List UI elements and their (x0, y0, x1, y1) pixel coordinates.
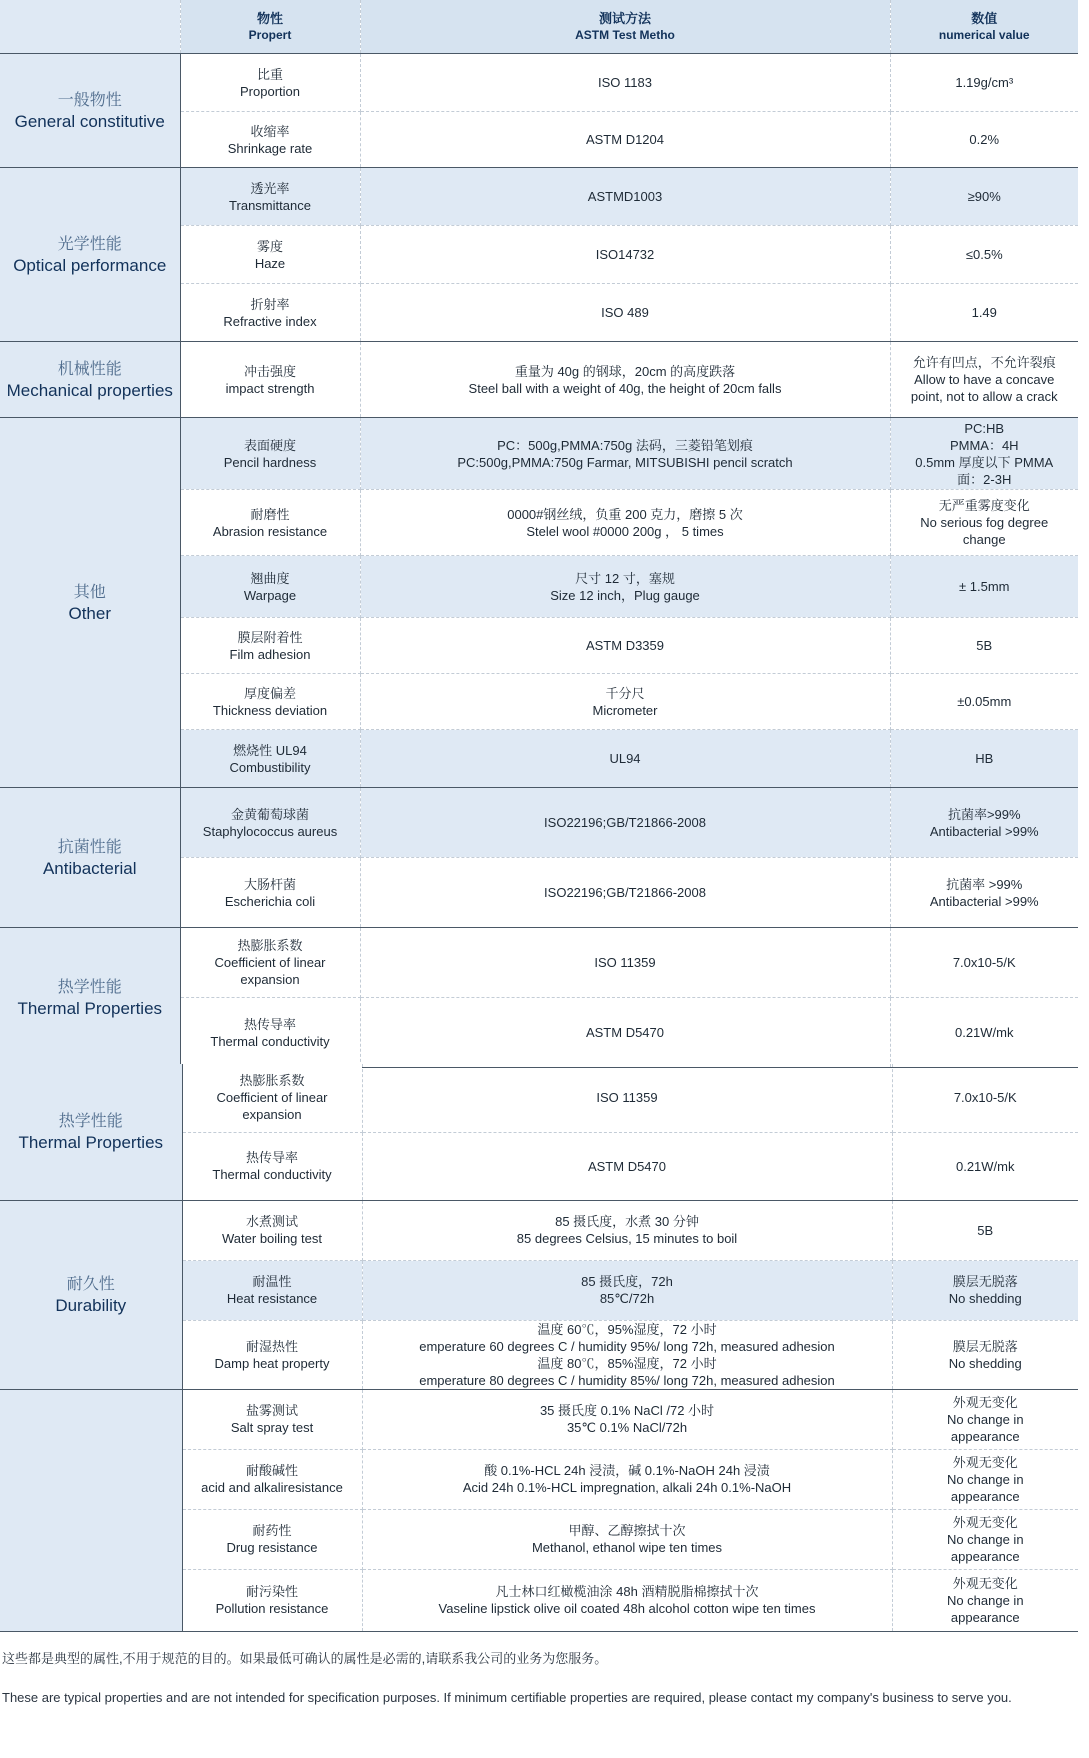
group-cell (0, 54, 180, 168)
property-name-cn: 厚度偏差 (243, 685, 296, 701)
method-cell (360, 674, 890, 730)
value-text: Antibacterial >99% (929, 823, 1039, 839)
method-text: PC:500g,PMMA:750g Farmar, MITSUBISHI pencil scratch (457, 454, 793, 470)
value-cell (890, 54, 1078, 112)
value-cell (890, 112, 1078, 168)
method-text: ISO 11359 (594, 955, 656, 970)
group-cell (0, 418, 180, 788)
header-property (0, 0, 180, 54)
value-cell (890, 226, 1078, 284)
property-name-en: impact strength (225, 380, 315, 396)
value-text: 面：2-3H (957, 471, 1012, 487)
property-name-en: Abrasion resistance (212, 523, 328, 539)
property-cell (182, 1569, 362, 1631)
header-method-cn: 测试方法 (598, 10, 651, 26)
property-cell (180, 618, 360, 674)
method-text: 温度 60℃，95%湿度，72 小时 (537, 1321, 717, 1337)
method-text: PC：500g,PMMA:750g 法码，三菱铅笔划痕 (497, 437, 753, 453)
property-name-en: Escherichia coli (224, 893, 316, 909)
value-text: 0.2% (969, 132, 1000, 147)
value-text: 允许有凹点，不允许裂痕 (912, 355, 1056, 370)
method-text: 85 摄氏度，水煮 30 分钟 (555, 1214, 699, 1229)
method-cell (362, 1260, 892, 1320)
value-cell (892, 1132, 1078, 1200)
table-row (0, 1200, 1078, 1260)
property-cell (180, 490, 360, 556)
value-text: 0.21W/mk (954, 1025, 1014, 1040)
method-text: Stelel wool #0000 200g ， 5 times (526, 523, 724, 539)
property-name-en: Combustibility (229, 759, 311, 775)
value-text: ≤0.5% (965, 247, 1003, 262)
property-name-cn: 耐污染性 (245, 1584, 298, 1599)
property-name-cn: 比重 (256, 66, 283, 82)
group-label-cn: 机械性能 (57, 359, 122, 378)
method-text: Vaseline lipstick olive oil coated 48h alcohol cotton wipe ten times (438, 1601, 816, 1616)
group-label-en: Thermal Properties (17, 999, 163, 1018)
value-text: appearance (950, 1428, 1020, 1444)
value-text: No shedding (948, 1355, 1022, 1371)
property-name-en: Thickness deviation (212, 702, 328, 718)
method-text: Micrometer (592, 702, 658, 718)
header-value (890, 0, 1078, 54)
method-text: 温度 80℃，85%湿度，72 小时 (537, 1355, 717, 1371)
group-cell (0, 928, 180, 1068)
method-text: 85 摄氏度，72h (581, 1274, 673, 1289)
property-name-en: Salt spray test (230, 1420, 314, 1435)
group-label-en: Thermal Properties (18, 1133, 164, 1153)
property-name-cn: 表面硬度 (243, 437, 296, 453)
group-label-cn: 抗菌性能 (57, 837, 122, 856)
property-name-en: Damp heat property (214, 1355, 330, 1371)
group-cell (0, 788, 180, 928)
method-cell (362, 1509, 892, 1569)
property-name-cn: 膜层附着性 (237, 629, 303, 645)
method-text: UL94 (609, 751, 641, 766)
property-cell (180, 284, 360, 342)
method-cell (360, 928, 890, 998)
value-cell (892, 1260, 1078, 1320)
property-cell (182, 1509, 362, 1569)
value-cell (890, 788, 1078, 858)
property-cell (182, 1200, 362, 1260)
value-cell (892, 1569, 1078, 1631)
value-text: Allow to have a concave (914, 372, 1055, 387)
method-cell (360, 168, 890, 226)
value-text: 无严重雾度变化 (938, 498, 1030, 513)
method-text: emperature 80 degrees C / humidity 85%/ long 72h, measured adhesion (419, 1372, 835, 1388)
method-text: 千分尺 (605, 685, 645, 701)
method-text: ISO14732 (595, 247, 655, 262)
property-name-cn: 大肠杆菌 (243, 876, 296, 892)
property-name-cn: 收缩率 (250, 123, 290, 139)
method-text: Size 12 inch，Plug gauge (550, 587, 700, 603)
value-cell (890, 418, 1078, 490)
method-cell (362, 1449, 892, 1509)
value-text: No change in (946, 1531, 1024, 1547)
method-text: ISO22196;GB/T21866-2008 (544, 815, 706, 830)
method-text: 凡士林口红橄榄油涂 48h 酒精脱脂棉擦拭十次 (495, 1584, 759, 1599)
spec-table-lower (0, 1064, 1078, 1632)
table-row (0, 342, 1078, 418)
method-cell (360, 618, 890, 674)
value-text: appearance (950, 1488, 1020, 1504)
value-cell (890, 858, 1078, 928)
value-cell (892, 1389, 1078, 1449)
group-label-en: Durability (55, 1296, 127, 1315)
value-cell (890, 730, 1078, 788)
table-row (0, 788, 1078, 858)
group-label-en: General constitutive (14, 112, 165, 131)
method-text: 甲醇、乙醇擦拭十次 (568, 1523, 686, 1538)
property-name-cn: 金黄葡萄球菌 (230, 806, 309, 822)
method-cell (360, 226, 890, 284)
property-cell (180, 674, 360, 730)
property-name-cn: 热膨胀系数 (239, 1073, 305, 1089)
value-cell (892, 1509, 1078, 1569)
value-text: No change in (946, 1592, 1024, 1608)
value-text: 外观无变化 (952, 1454, 1018, 1470)
property-cell (180, 998, 360, 1068)
method-text: ASTM D3359 (585, 638, 665, 653)
footer-note-cn: 这些都是典型的属性,不用于规范的目的。如果最低可确认的属性是必需的,请联系我公司的业务为您服务。 (2, 1651, 608, 1666)
method-text: 35℃ 0.1% NaCl/72h (566, 1420, 688, 1435)
value-text: 膜层无脱落 (952, 1274, 1018, 1289)
property-name-cn: 水煮测试 (245, 1214, 298, 1229)
property-cell (180, 54, 360, 112)
property-name-en: Staphylococcus aureus (202, 823, 338, 839)
value-text: 抗菌率 >99% (946, 876, 1023, 892)
property-cell (180, 342, 360, 418)
table-row (0, 168, 1078, 226)
method-text: 0000#钢丝绒，负重 200 克力，磨擦 5 次 (507, 506, 743, 522)
header-property (180, 0, 360, 54)
value-cell (890, 618, 1078, 674)
method-cell (362, 1389, 892, 1449)
method-text: 尺寸 12 寸，塞规 (575, 570, 675, 586)
table-row (0, 418, 1078, 490)
property-name-cn: 热传导率 (245, 1150, 298, 1165)
value-cell (890, 168, 1078, 226)
method-text: Steel ball with a weight of 40g, the height of 20cm falls (468, 380, 782, 396)
property-name-cn: 耐湿热性 (245, 1338, 298, 1354)
value-text: 1.49 (971, 305, 997, 320)
property-name-cn: 热传导率 (243, 1016, 296, 1032)
group-label-cn: 光学性能 (57, 234, 122, 253)
group-label-cn: 热学性能 (57, 977, 122, 996)
group-label-en: Optical performance (13, 256, 167, 275)
property-name-cn: 翘曲度 (250, 570, 290, 586)
table-row (0, 54, 1078, 112)
property-name-en: Coefficient of linear expansion (214, 955, 326, 987)
value-cell (890, 928, 1078, 998)
value-text: 外观无变化 (952, 1394, 1018, 1410)
property-name-en: Heat resistance (226, 1291, 318, 1306)
property-cell (180, 730, 360, 788)
property-name-en: Pencil hardness (223, 454, 317, 470)
value-text: ± 1.5mm (959, 579, 1010, 594)
value-text: 5B (976, 638, 993, 653)
table-row (0, 1064, 1078, 1132)
property-cell (180, 858, 360, 928)
table-header (0, 0, 1078, 54)
property-name-cn: 燃烧性 UL94 (233, 742, 307, 758)
value-cell (890, 284, 1078, 342)
group-cell (0, 342, 180, 418)
value-text: 0.21W/mk (955, 1158, 1015, 1174)
method-text: ASTM D5470 (587, 1158, 667, 1174)
method-cell (360, 998, 890, 1068)
header-property-cn: 物性 (256, 10, 283, 26)
method-text: 85℃/72h (599, 1291, 655, 1306)
property-name-cn: 耐温性 (252, 1274, 292, 1289)
value-text: Antibacterial >99% (929, 893, 1039, 909)
property-name-en: Drug resistance (226, 1540, 318, 1555)
property-name-en: Warpage (243, 587, 297, 603)
property-name-cn: 耐药性 (252, 1523, 292, 1538)
value-cell (890, 490, 1078, 556)
header-method-en: ASTM Test Metho (575, 27, 675, 42)
value-text: 外观无变化 (952, 1514, 1018, 1530)
value-cell (892, 1064, 1078, 1132)
method-text: Acid 24h 0.1%-HCL impregnation, alkali 24h 0.1%-NaOH (462, 1480, 792, 1495)
method-cell (360, 112, 890, 168)
header-method (360, 0, 890, 54)
value-text: 外观无变化 (952, 1575, 1018, 1591)
value-text: point, not to allow a crack (910, 389, 1058, 404)
property-cell (180, 928, 360, 998)
value-text: PC:HB (964, 420, 1005, 436)
value-cell (890, 342, 1078, 418)
method-text: 酸 0.1%-HCL 24h 浸渍，碱 0.1%-NaOH 24h 浸渍 (484, 1463, 770, 1478)
property-name-en: Refractive index (223, 313, 317, 329)
footer-note-en: These are typical properties and are not intended for specification purposes. If minimum certifiable properties are required, please contact my company's business to serve you. (2, 1690, 1012, 1705)
property-cell (180, 418, 360, 490)
property-name-en: Coefficient of linear expansion (216, 1090, 328, 1123)
value-text: PMMA：4H (949, 437, 1019, 453)
method-cell (362, 1320, 892, 1389)
property-cell (182, 1132, 362, 1200)
method-text: Methanol, ethanol wipe ten times (531, 1540, 723, 1555)
group-label-cn: 耐久性 (66, 1274, 115, 1293)
method-cell (362, 1569, 892, 1631)
property-name-cn: 折射率 (250, 296, 290, 312)
value-cell (892, 1200, 1078, 1260)
value-text: appearance (950, 1609, 1020, 1625)
property-cell (182, 1064, 362, 1132)
method-cell (360, 858, 890, 928)
value-text: No shedding (948, 1291, 1022, 1306)
value-text: 5B (977, 1222, 994, 1238)
header-property-en: Propert (248, 27, 292, 42)
property-name-en: Shrinkage rate (227, 140, 313, 156)
group-cell (0, 1064, 182, 1200)
method-cell (360, 418, 890, 490)
value-text: change (962, 532, 1006, 547)
value-text: 7.0x10-5/K (953, 1090, 1017, 1106)
value-cell (890, 674, 1078, 730)
property-name-en: Film adhesion (229, 646, 311, 662)
method-cell (362, 1132, 892, 1200)
header-value-cn: 数值 (971, 10, 998, 26)
method-cell (362, 1064, 892, 1132)
method-text: ISO 11359 (596, 1090, 658, 1106)
method-cell (360, 54, 890, 112)
method-cell (360, 284, 890, 342)
method-cell (362, 1200, 892, 1260)
property-cell (182, 1320, 362, 1389)
property-name-cn: 耐磨性 (250, 506, 290, 522)
value-text: ±0.05mm (957, 694, 1012, 709)
property-name-cn: 雾度 (256, 238, 283, 254)
table-row (0, 928, 1078, 998)
property-name-en: acid and alkaliresistance (201, 1480, 343, 1495)
value-text: HB (975, 751, 994, 766)
property-cell (182, 1260, 362, 1320)
value-text: No change in (946, 1411, 1024, 1427)
property-cell (180, 788, 360, 858)
value-cell (892, 1320, 1078, 1389)
value-text: 抗菌率>99% (947, 806, 1021, 822)
property-name-en: Haze (254, 255, 286, 271)
property-name-cn: 盐雾测试 (245, 1403, 298, 1418)
property-name-en: Transmittance (229, 197, 311, 213)
method-text: ISO 489 (601, 305, 649, 320)
property-name-cn: 透光率 (250, 180, 290, 196)
property-name-cn: 冲击强度 (243, 363, 296, 379)
method-cell (360, 556, 890, 618)
value-text: ≥90% (967, 189, 1001, 204)
group-cell (0, 168, 180, 342)
property-cell (182, 1389, 362, 1449)
property-cell (180, 168, 360, 226)
property-cell (180, 112, 360, 168)
property-name-cn: 热膨胀系数 (237, 938, 303, 953)
property-name-en: Pollution resistance (215, 1601, 329, 1616)
property-cell (180, 556, 360, 618)
property-name-en: Proportion (240, 83, 300, 99)
group-cell (0, 1200, 182, 1389)
property-name-en: Water boiling test (222, 1231, 322, 1246)
header-value-en: numerical value (938, 27, 1030, 42)
group-label-en: Other (68, 604, 112, 623)
method-cell (360, 730, 890, 788)
value-cell (890, 556, 1078, 618)
method-text: ISO 1183 (598, 75, 652, 90)
value-cell (892, 1449, 1078, 1509)
value-text: appearance (950, 1548, 1020, 1564)
group-label-en: Antibacterial (42, 859, 137, 878)
method-text: 35 摄氏度 0.1% NaCl /72 小时 (539, 1403, 715, 1418)
property-cell (180, 226, 360, 284)
value-text: 1.19g/cm³ (955, 75, 1014, 90)
method-text: ASTM D5470 (585, 1025, 665, 1040)
method-cell (360, 490, 890, 556)
method-text: emperature 60 degrees C / humidity 95%/ long 72h, measured adhesion (419, 1338, 835, 1354)
method-text: ASTM D1204 (585, 132, 665, 147)
group-label-cn: 一般物性 (57, 90, 122, 109)
property-cell (182, 1449, 362, 1509)
property-name-en: Thermal conductivity (210, 1033, 330, 1049)
property-name-en: Thermal conductivity (212, 1167, 332, 1182)
method-cell (360, 788, 890, 858)
method-cell (360, 342, 890, 418)
group-cell (0, 1389, 182, 1631)
method-text: ASTMD1003 (587, 189, 663, 204)
value-text: No change in (946, 1471, 1024, 1487)
property-name-cn: 耐酸碱性 (245, 1463, 298, 1478)
group-label-en: Mechanical properties (6, 381, 173, 400)
value-text: No serious fog degree (920, 515, 1049, 530)
method-text: ISO22196;GB/T21866-2008 (544, 885, 706, 900)
method-text: 85 degrees Celsius, 15 minutes to boil (516, 1231, 738, 1246)
method-text: 重量为 40g 的钢球，20cm 的高度跌落 (514, 363, 736, 379)
value-text: 7.0x10-5/K (952, 955, 1016, 970)
table-row (0, 1389, 1078, 1449)
value-text: 0.5mm 厚度以下 PMMA (915, 454, 1054, 470)
value-text: 膜层无脱落 (952, 1338, 1018, 1354)
group-label-cn: 其他 (73, 582, 106, 601)
group-label-cn: 热学性能 (58, 1111, 123, 1131)
value-cell (890, 998, 1078, 1068)
